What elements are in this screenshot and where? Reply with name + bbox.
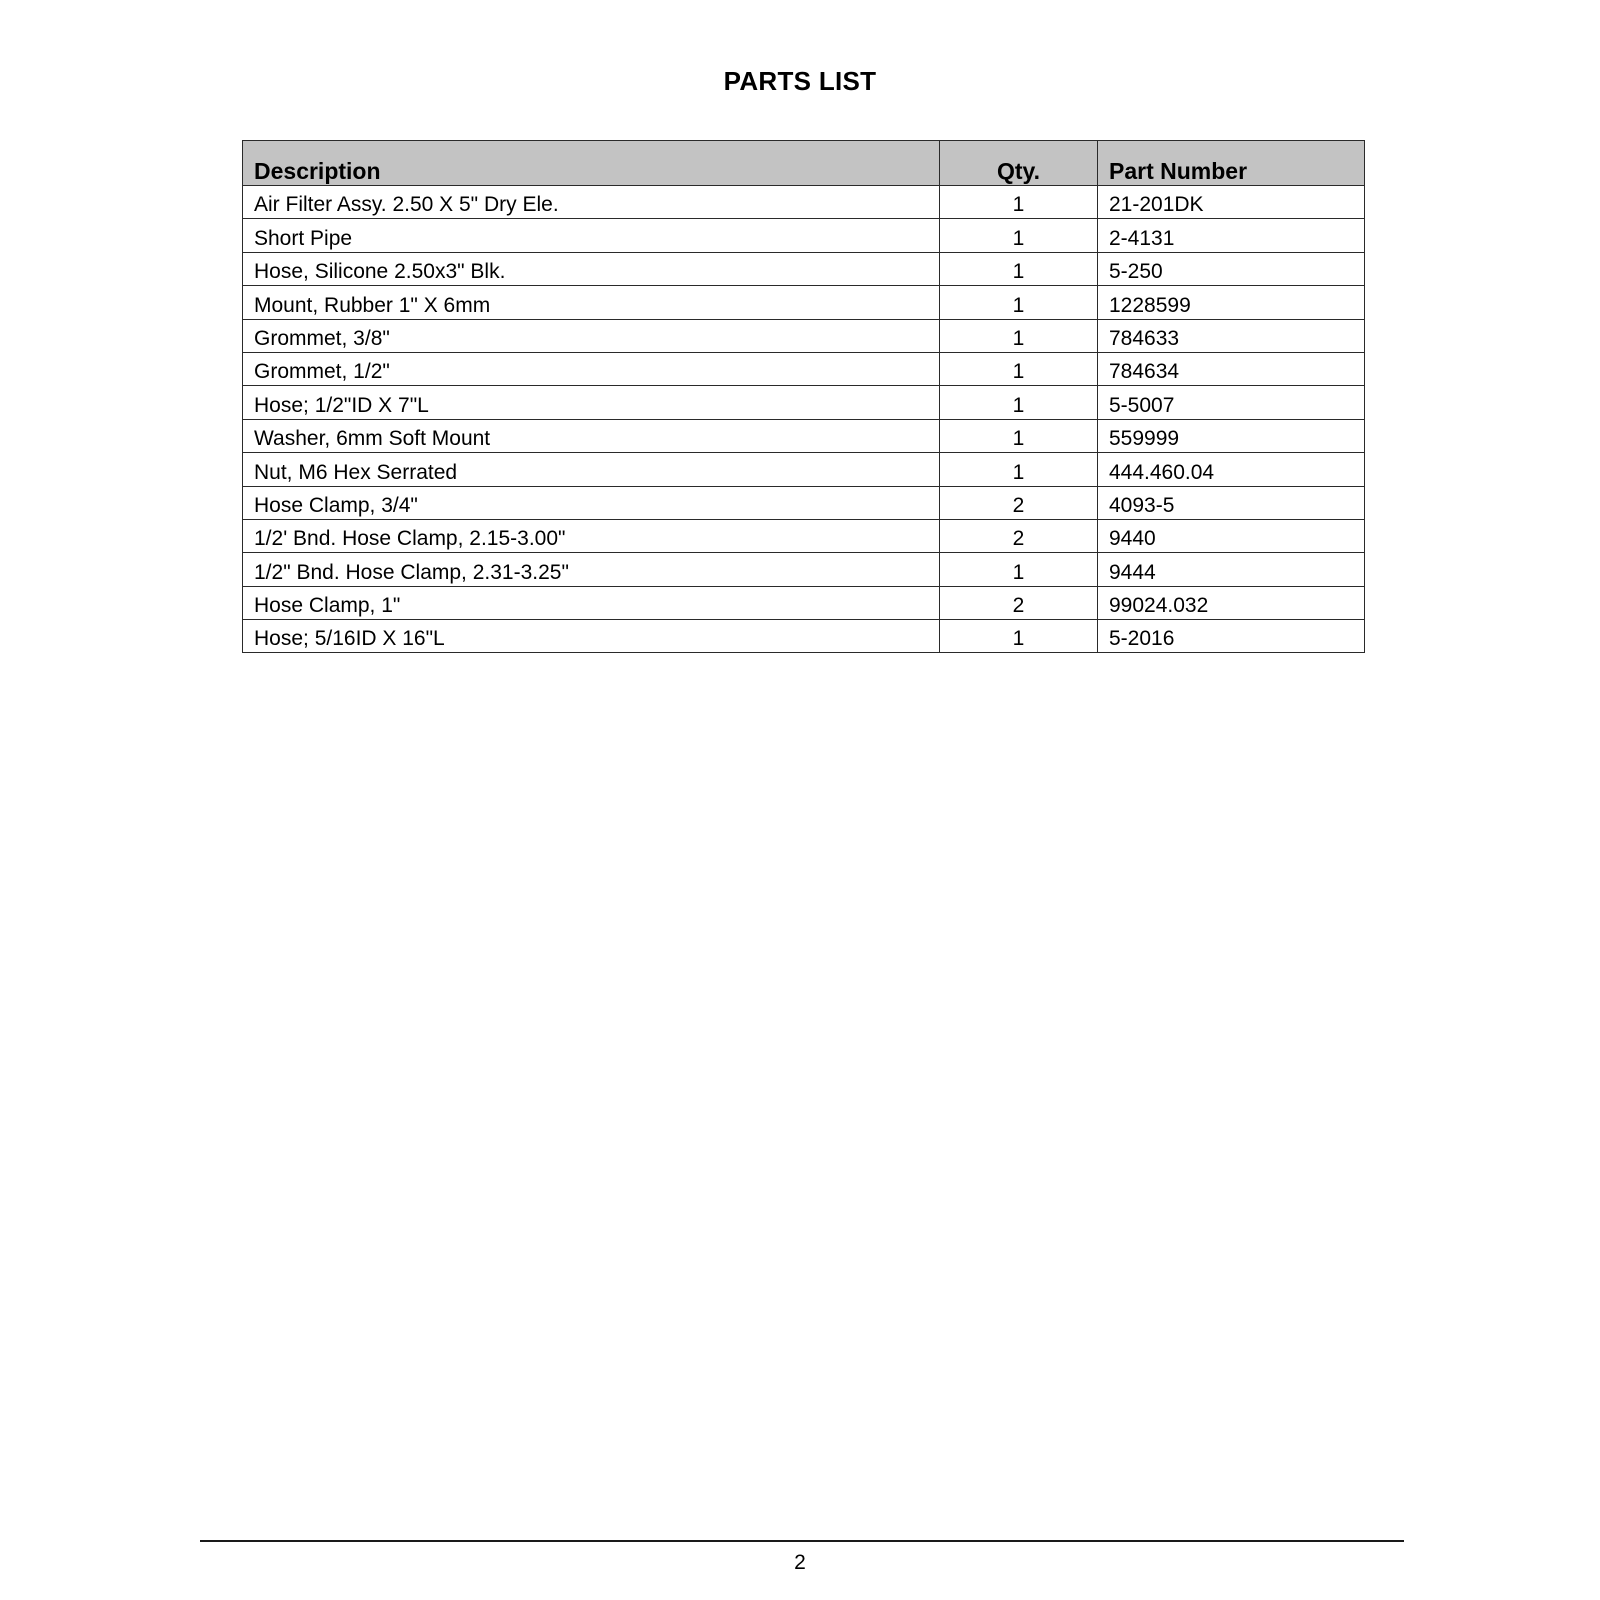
description-cell: Short Pipe: [243, 219, 940, 252]
qty-cell: 2: [940, 586, 1098, 619]
table-row: [243, 386, 1365, 419]
page-number: 2: [794, 1551, 806, 1574]
qty-cell: 1: [940, 620, 1098, 653]
qty-cell: 1: [940, 286, 1098, 319]
part-number-cell: 1228599: [1098, 286, 1365, 319]
table-row: [243, 252, 1365, 285]
part-number-cell: 21-201DK: [1098, 186, 1365, 219]
part-number-cell: 5-2016: [1098, 620, 1365, 653]
part-number-cell: 5-250: [1098, 252, 1365, 285]
header-row: [243, 141, 1365, 186]
description-cell: Nut, M6 Hex Serrated: [243, 453, 940, 486]
table-row: [243, 352, 1365, 385]
qty-cell: 1: [940, 453, 1098, 486]
description-cell: Hose; 1/2"ID X 7"L: [243, 386, 940, 419]
footer-divider: [200, 1540, 1404, 1542]
table-header: [243, 141, 1365, 186]
description-cell: Air Filter Assy. 2.50 X 5" Dry Ele.: [243, 186, 940, 219]
description-cell: 1/2" Bnd. Hose Clamp, 2.31-3.25": [243, 553, 940, 586]
table-row: [243, 286, 1365, 319]
column-header-part-number: Part Number: [1098, 141, 1365, 186]
description-cell: Washer, 6mm Soft Mount: [243, 419, 940, 452]
column-header-description: Description: [243, 141, 940, 186]
qty-cell: 1: [940, 553, 1098, 586]
description-cell: Hose Clamp, 3/4": [243, 486, 940, 519]
qty-cell: 1: [940, 419, 1098, 452]
qty-cell: 1: [940, 186, 1098, 219]
qty-cell: 1: [940, 252, 1098, 285]
part-number-cell: 5-5007: [1098, 386, 1365, 419]
description-cell: 1/2' Bnd. Hose Clamp, 2.15-3.00": [243, 519, 940, 552]
description-cell: Hose, Silicone 2.50x3" Blk.: [243, 252, 940, 285]
qty-cell: 2: [940, 519, 1098, 552]
part-number-cell: 9444: [1098, 553, 1365, 586]
qty-cell: 2: [940, 486, 1098, 519]
qty-cell: 1: [940, 219, 1098, 252]
table-row: [243, 519, 1365, 552]
part-number-cell: 784633: [1098, 319, 1365, 352]
part-number-cell: 784634: [1098, 352, 1365, 385]
description-cell: Grommet, 3/8": [243, 319, 940, 352]
qty-cell: 1: [940, 386, 1098, 419]
table-row: [243, 620, 1365, 653]
part-number-cell: 559999: [1098, 419, 1365, 452]
part-number-cell: 4093-5: [1098, 486, 1365, 519]
description-cell: Mount, Rubber 1" X 6mm: [243, 286, 940, 319]
description-cell: Grommet, 1/2": [243, 352, 940, 385]
table-body: [243, 186, 1365, 653]
table-row: [243, 453, 1365, 486]
table-row: [243, 319, 1365, 352]
table-row: [243, 586, 1365, 619]
part-number-cell: 2-4131: [1098, 219, 1365, 252]
description-cell: Hose; 5/16ID X 16"L: [243, 620, 940, 653]
qty-cell: 1: [940, 352, 1098, 385]
parts-table: [242, 140, 1365, 653]
part-number-cell: 99024.032: [1098, 586, 1365, 619]
part-number-cell: 9440: [1098, 519, 1365, 552]
column-header-qty: Qty.: [940, 141, 1098, 186]
table-row: [243, 419, 1365, 452]
description-cell: Hose Clamp, 1": [243, 586, 940, 619]
qty-cell: 1: [940, 319, 1098, 352]
table-row: [243, 553, 1365, 586]
table-row: [243, 219, 1365, 252]
page-title: PARTS LIST: [723, 66, 877, 96]
table-row: [243, 486, 1365, 519]
part-number-cell: 444.460.04: [1098, 453, 1365, 486]
table-row: [243, 186, 1365, 219]
